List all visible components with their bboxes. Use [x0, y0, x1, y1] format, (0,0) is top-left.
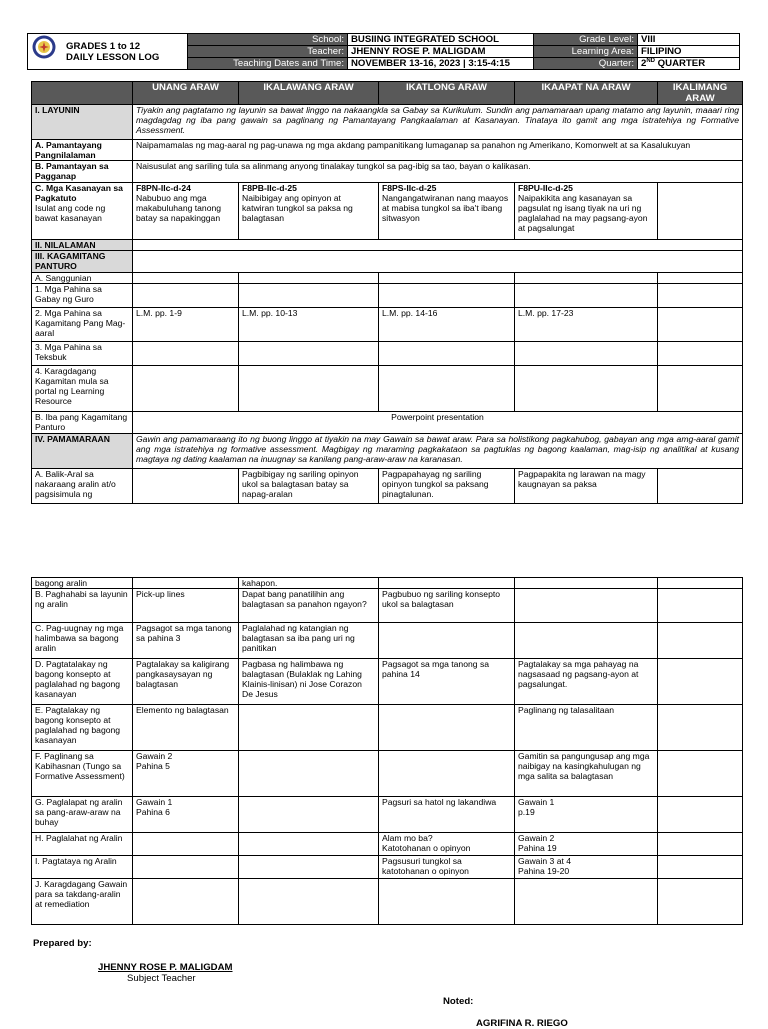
day-1-header: UNANG ARAW: [133, 82, 239, 105]
cell: [133, 366, 239, 412]
kasanayan-day-4: [515, 183, 658, 240]
layunin-label: I. LAYUNIN: [32, 105, 133, 140]
form-title-cell: [28, 34, 188, 70]
teacher-value: JHENNY ROSE P. MALIGDAM: [348, 46, 534, 58]
procedure-day-4-cell: Gawain 1 p.19: [515, 797, 658, 833]
procedure-day-4-cell: Gawain 3 at 4 Pahina 19-20: [515, 856, 658, 879]
procedure-day-2-cell: [239, 751, 379, 797]
procedure-day-1-cell: Pagsagot sa mga tanong sa pahina 3: [133, 623, 239, 659]
procedure-step-label: E. Pagtalakay ng bagong konsepto at paglalahad ng bagong kasanayan: [32, 705, 133, 751]
grade-label: Grade Level:: [534, 34, 638, 46]
kasanayan-text: Naibibigay ang opinyon at katwiran tungkol sa paksa ng balagtasan: [242, 193, 353, 223]
procedure-step-label: D. Pagtatalakay ng bagong konsepto at paglalahad ng bagong kasanayan: [32, 659, 133, 705]
kasanayan-day-5: [658, 183, 743, 240]
teksbuk-label: 3. Mga Pahina sa Teksbuk: [32, 342, 133, 366]
procedure-day-2-cell: [239, 797, 379, 833]
area-label: Learning Area:: [534, 46, 638, 58]
procedure-day-4-cell: Paglinang ng talasalitaan: [515, 705, 658, 751]
procedure-day-4-cell: [515, 589, 658, 623]
procedure-step-label: B. Paghahabi sa layunin ng aralin: [32, 589, 133, 623]
procedure-day-5-cell: [658, 856, 743, 879]
procedure-day-4-cell: Gawain 2 Pahina 19: [515, 833, 658, 856]
cell: [379, 284, 515, 308]
cell: [133, 273, 239, 284]
procedure-day-4-cell: [515, 623, 658, 659]
cell: [379, 366, 515, 412]
kagamitan-day-5: [658, 308, 743, 342]
cell: [658, 273, 743, 284]
kasanayan-code: F8PU-IIc-d-25: [518, 183, 573, 193]
day-3-header: IKATLONG ARAW: [379, 82, 515, 105]
procedure-row: [32, 623, 743, 659]
procedure-day-1-cell: Pagtalakay sa kaligirang pangkasaysayan ng balagtasan: [133, 659, 239, 705]
procedure-row: [32, 705, 743, 751]
procedure-step-label: F. Paglinang sa Kabihasnan (Tungo sa Formative Assessment): [32, 751, 133, 797]
cell: [515, 342, 658, 366]
cell: [379, 342, 515, 366]
cell: [133, 342, 239, 366]
school-value: BUSIING INTEGRATED SCHOOL: [348, 34, 534, 46]
procedure-day-1-cell: Pick-up lines: [133, 589, 239, 623]
main-table-part1: [31, 81, 743, 504]
procedure-day-5-cell: [658, 659, 743, 705]
quarter-word: QUARTER: [655, 58, 706, 69]
balik-aral-day-4: Pagpapakita ng larawan na magy kaugnayan sa paksa: [515, 469, 658, 504]
procedure-day-1-cell: Gawain 2 Pahina 5: [133, 751, 239, 797]
kagamitan-day-4: L.M. pp. 17-23: [515, 308, 658, 342]
pamantayang-pangnilalaman-text: Naipamamalas ng mag-aaral ng pag-unawa ng mga akdang pampanitikang lumaganap sa panahon ng Amerikano, Komonwelt at sa Kasalukuyan: [133, 140, 743, 161]
pamantayang-pangnilalaman-label: A. Pamantayang Pangnilalaman: [32, 140, 133, 161]
procedure-day-1-cell: [133, 856, 239, 879]
quarter-value: [638, 58, 740, 70]
procedure-row: [32, 833, 743, 856]
procedure-day-2-cell: Pagbasa ng halimbawa ng balagtasan (Bulaklak ng Lahing Klainis-linisan) ni Jose Corazon De Jesus: [239, 659, 379, 705]
balik-aral-day-1: [133, 469, 239, 504]
balik-aral-cont-day-5: [658, 578, 743, 589]
form-title-line1: GRADES 1 to 12: [66, 40, 141, 52]
procedure-day-2-cell: [239, 833, 379, 856]
header-table: [27, 33, 740, 70]
karagdagan-label: 4. Karagdagang Kagamitan mula sa portal ng Learning Resource: [32, 366, 133, 412]
procedure-row: [32, 589, 743, 623]
procedure-day-5-cell: [658, 797, 743, 833]
day-5-header: IKALIMANG ARAW: [658, 82, 743, 105]
procedure-row: [32, 856, 743, 879]
school-label: School:: [188, 34, 348, 46]
balik-aral-cont-day-3: [379, 578, 515, 589]
procedure-day-3-cell: [379, 879, 515, 925]
procedure-row: [32, 797, 743, 833]
procedure-step-label: C. Pag-uugnay ng mga halimbawa sa bagong aralin: [32, 623, 133, 659]
procedure-day-2-cell: [239, 856, 379, 879]
kasanayan-text: Nabubuo ang mga makabuluhang tanong batay sa napakinggan: [136, 193, 222, 223]
form-title-line2: DAILY LESSON LOG: [66, 51, 160, 63]
prepared-by-label: Prepared by:: [33, 938, 92, 949]
nilalaman-label: II. NILALAMAN: [32, 240, 133, 251]
procedure-day-1-cell: [133, 879, 239, 925]
procedure-day-5-cell: [658, 705, 743, 751]
quarter-label: Quarter:: [534, 58, 638, 70]
balik-aral-day-2: Pagbibigay ng sariling opinyon ukol sa balagtasan batay sa napag-aralan: [239, 469, 379, 504]
procedure-step-label: G. Paglalapat ng aralin sa pang-araw-araw na buhay: [32, 797, 133, 833]
area-value: FILIPINO: [638, 46, 740, 58]
procedure-day-4-cell: Pagtalakay sa mga pahayag na nagsasaad ng pagsang-ayon at pagsalungat.: [515, 659, 658, 705]
procedure-day-1-cell: [133, 833, 239, 856]
procedure-day-5-cell: [658, 879, 743, 925]
kagamitan-day-1: L.M. pp. 1-9: [133, 308, 239, 342]
cell: [133, 284, 239, 308]
procedure-day-3-cell: [379, 751, 515, 797]
kasanayan-day-2: [239, 183, 379, 240]
main-table-part2: [31, 577, 743, 925]
cell: [379, 273, 515, 284]
procedure-day-3-cell: Alam mo ba? Katotohanan o opinyon: [379, 833, 515, 856]
teacher-label: Teacher:: [188, 46, 348, 58]
procedure-step-label: H. Paglalahat ng Aralin: [32, 833, 133, 856]
quarter-suffix: ND: [646, 57, 656, 64]
procedure-day-2-cell: Dapat bang panatilihin ang balagtasan sa panahon ngayon?: [239, 589, 379, 623]
kasanayan-text: Nangangatwiranan nang maayos at mabisa tungkol sa iba't ibang sitwasyon: [382, 193, 509, 223]
procedure-day-3-cell: [379, 623, 515, 659]
day-4-header: IKAAPAT NA ARAW: [515, 82, 658, 105]
noted-label: Noted:: [443, 996, 474, 1007]
procedure-day-3-cell: Pagbubuo ng sariling konsepto ukol sa balagtasan: [379, 589, 515, 623]
balik-aral-day-5: [658, 469, 743, 504]
procedure-day-3-cell: [379, 705, 515, 751]
cell: [515, 366, 658, 412]
prepared-by-name: JHENNY ROSE P. MALIGDAM: [98, 962, 233, 973]
sanggunian-label: A. Sanggunian: [32, 273, 133, 284]
procedure-day-4-cell: [515, 879, 658, 925]
kasanayan-label: C. Mga Kasanayan sa Pagkatuto: [35, 183, 123, 203]
cell: [658, 342, 743, 366]
nilalaman-cell: [133, 240, 743, 251]
procedure-day-5-cell: [658, 751, 743, 797]
procedure-row: [32, 879, 743, 925]
balik-aral-label: A. Balik-Aral sa nakaraang aralin at/o pagsisimula ng: [32, 469, 133, 504]
cell: [239, 342, 379, 366]
dates-label: Teaching Dates and Time:: [188, 58, 348, 70]
blank-header-cell: [32, 82, 133, 105]
cell: [239, 284, 379, 308]
procedure-row: [32, 659, 743, 705]
kasanayan-code: F8PB-IIc-d-25: [242, 183, 297, 193]
balik-aral-cont-day-4: [515, 578, 658, 589]
gabay-label: 1. Mga Pahina sa Gabay ng Guro: [32, 284, 133, 308]
pamamaraan-text: Gawin ang pamamaraang ito ng buong linggo at tiyakin na may Gawain sa bawat araw. Para sa holistikong pagkahubog, gabayan ang mga amg-aaral gamit ang mga istratehiya ng formative assessment. Magbigay ng maraming pagkakataon sa pagtuklas ng bagong kaalaman, mag-isip ng analitikal at kusang magtaya ng dating kaalaman na inuugnay sa kanilang pang-araw-araw na karanasan.: [133, 434, 743, 469]
procedure-day-3-cell: Pagsusuri tungkol sa katotohanan o opinyon: [379, 856, 515, 879]
balik-aral-cont-day-2: kahapon.: [239, 578, 379, 589]
day-2-header: IKALAWANG ARAW: [239, 82, 379, 105]
iba-text: Powerpoint presentation: [133, 412, 743, 434]
grade-value: VIII: [638, 34, 740, 46]
noted-name: AGRIFINA R. RIEGO: [476, 1018, 568, 1029]
dates-value: NOVEMBER 13-16, 2023 | 3:15-4:15: [348, 58, 534, 70]
procedure-day-5-cell: [658, 623, 743, 659]
procedure-day-4-cell: Gamitin sa pangungusap ang mga naibigay na kasingkahulugan ng mga salita sa balagtasan: [515, 751, 658, 797]
cell: [658, 284, 743, 308]
kasanayan-label-cell: [32, 183, 133, 240]
cell: [239, 273, 379, 284]
procedure-day-2-cell: [239, 705, 379, 751]
prepared-by-title: Subject Teacher: [127, 973, 196, 984]
procedure-day-1-cell: Elemento ng balagtasan: [133, 705, 239, 751]
cell: [515, 273, 658, 284]
kagamitan-day-3: L.M. pp. 14-16: [379, 308, 515, 342]
kasanayan-day-1: [133, 183, 239, 240]
kasanayan-code: F8PN-IIc-d-24: [136, 183, 191, 193]
procedure-day-2-cell: Paglalahad ng katangian ng balagtasan sa iba pang uri ng panitikan: [239, 623, 379, 659]
cell: [239, 366, 379, 412]
procedure-day-5-cell: [658, 589, 743, 623]
layunin-text: Tiyakin ang pagtatamo ng layunin sa bawat linggo na nakaangkla sa Gabay sa Kurikulum. Sundin ang pamamaraan upang matamo ang layunin, maaari ring magdagdag ng iba pang gawain sa paglinang ng Pamantayang Pangkaalaman at Kasanayan. Tinataya ito gamit ang mga istratehiya ng Formative Assessment.: [133, 105, 743, 140]
pamamaraan-label: IV. PAMAMARAAN: [32, 434, 133, 469]
kasanayan-sublabel: Isulat ang code ng bawat kasanayan: [35, 203, 106, 223]
procedure-row: [32, 751, 743, 797]
procedure-day-5-cell: [658, 833, 743, 856]
procedure-steps: [32, 589, 743, 925]
balik-aral-day-3: Pagpapahayag ng sariling opinyon tungkol sa paksang pinagtalunan.: [379, 469, 515, 504]
kagamitang-cell: [133, 251, 743, 273]
kagamitan-label: 2. Mga Pahina sa Kagamitang Pang Mag-aaral: [32, 308, 133, 342]
kagamitan-day-2: L.M. pp. 10-13: [239, 308, 379, 342]
balik-aral-cont-day-1: [133, 578, 239, 589]
procedure-day-2-cell: [239, 879, 379, 925]
cell: [515, 284, 658, 308]
pamantayan-sa-pagganap-label: B. Pamantayan sa Pagganap: [32, 161, 133, 183]
kagamitang-label: III. KAGAMITANG PANTURO: [32, 251, 133, 273]
kasanayan-day-3: [379, 183, 515, 240]
procedure-day-3-cell: Pagsagot sa mga tanong sa pahina 14: [379, 659, 515, 705]
cell: [658, 366, 743, 412]
procedure-day-1-cell: Gawain 1 Pahina 6: [133, 797, 239, 833]
procedure-step-label: I. Pagtataya ng Aralin: [32, 856, 133, 879]
iba-label: B. Iba pang Kagamitang Panturo: [32, 412, 133, 434]
kasanayan-text: Naipakikita ang kasanayan sa pagsulat ng isang tiyak na uri ng paglalahad na may pagsang-ayon at pagsalungat: [518, 193, 648, 233]
balik-aral-cont-label: bagong aralin: [32, 578, 133, 589]
kasanayan-code: F8PS-IIc-d-25: [382, 183, 437, 193]
pamantayan-sa-pagganap-text: Naisusulat ang sariling tula sa alinmang anyong tinalakay tungkol sa pag-ibig sa tao, bayan o kalikasan.: [133, 161, 743, 183]
procedure-day-3-cell: Pagsuri sa hatol ng lakandiwa: [379, 797, 515, 833]
procedure-step-label: J. Karagdagang Gawain para sa takdang-aralin at remediation: [32, 879, 133, 925]
quarter-number: 2: [641, 58, 647, 69]
